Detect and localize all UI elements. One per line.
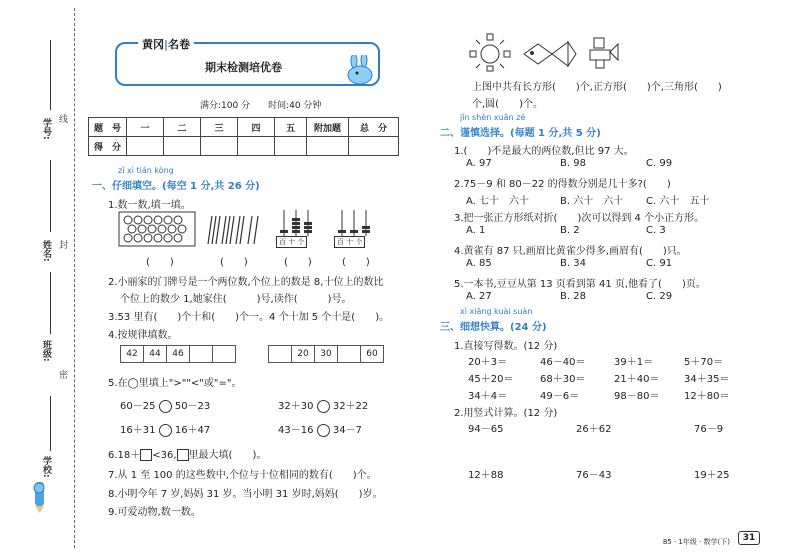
gutter-dashed-line [74, 8, 75, 548]
question-1-8: 8.小明今年 7 岁,妈妈 31 岁。当小明 31 岁时,妈妈( )岁。 [108, 489, 383, 500]
option-b[interactable]: B. 2 [560, 225, 580, 236]
abacus-figure-2 [334, 208, 374, 238]
question-1-6: 6.18＋ <36, 里最大填( )。 [108, 450, 267, 461]
vertical-calc-item[interactable]: 94－65 [468, 424, 504, 435]
student-id-label: 学号: [41, 118, 51, 140]
page-number: 31 [738, 531, 760, 545]
option-a[interactable]: A. 85 [466, 258, 492, 269]
mental-math-item[interactable]: 12＋80＝ [684, 391, 730, 402]
question-3-1: 1.直接写得数。(12 分) [454, 341, 558, 352]
question-1-4: 4.按规律填数。 [108, 330, 178, 341]
section1-pinyin: zǐ xì tián kòng [118, 166, 174, 175]
class-label: 班级: [41, 340, 51, 362]
option-c[interactable]: C. 3 [646, 225, 666, 236]
option-b[interactable]: B. 六十 六十 [560, 196, 624, 207]
rabbit-mascot-icon [340, 55, 376, 85]
table-cell: 得 分 [89, 137, 127, 156]
score-input[interactable] [275, 137, 307, 156]
compare-left: 60－25 [120, 401, 156, 412]
table-cell: 题 号 [89, 118, 127, 137]
section3-pinyin: xì xiǎng kuài suàn [460, 307, 533, 316]
mental-math-item[interactable]: 5＋70＝ [684, 357, 724, 368]
compare-circle[interactable] [317, 400, 330, 413]
question-2-1: 1.( )不是最大的两位数,但比 97 大。 [454, 146, 634, 157]
table-cell: 三 [201, 118, 238, 137]
gutter-seal-mark: 封 [57, 240, 67, 249]
compare-left: 16＋31 [120, 425, 156, 436]
question-1-5: 5.在◯里填上">""<"或"="。 [108, 378, 242, 389]
option-b[interactable]: B. 28 [560, 291, 586, 302]
option-b[interactable]: B. 98 [560, 158, 586, 169]
student-id-field[interactable] [50, 40, 51, 110]
option-a[interactable]: A. 97 [466, 158, 492, 169]
answer-blank[interactable]: ( ) [220, 257, 248, 268]
score-input[interactable] [201, 137, 238, 156]
answer-blank[interactable]: ( ) [284, 257, 312, 268]
compare-row-2a [120, 421, 210, 437]
compare-right: 32＋22 [332, 401, 369, 412]
exam-meta: 满分:100 分 时间:40 分钟 [200, 101, 322, 111]
shapes-question-b: 个,圆( )个。 [472, 99, 543, 110]
table-cell: 二 [164, 118, 201, 137]
class-field[interactable] [50, 272, 51, 334]
vertical-calc-item[interactable]: 76－43 [576, 470, 612, 481]
school-field[interactable] [50, 396, 51, 451]
option-c[interactable]: C. 99 [646, 158, 673, 169]
mental-math-item[interactable]: 21＋40＝ [614, 374, 660, 385]
score-input[interactable] [127, 137, 164, 156]
mental-math-item[interactable]: 20＋3＝ [468, 357, 508, 368]
compare-left: 32＋30 [278, 401, 314, 412]
table-cell: 附加题 [307, 118, 349, 137]
compare-row-2b [278, 421, 362, 437]
question-2-3: 3.把一张正方形纸对折( )次可以得到 4 个小正方形。 [454, 213, 705, 224]
question-1-2a: 2.小丽家的门牌号是一个两位数,个位上的数是 8,十位上的数比 [108, 277, 384, 288]
compare-row-1a [120, 397, 210, 413]
abacus-label-2: 百 十 个 [334, 236, 365, 248]
counting-dots-figure [118, 211, 196, 247]
section1-heading: 一、仔细填空。(每空 1 分,共 26 分) [92, 181, 260, 192]
mental-math-item[interactable]: 49－6＝ [540, 391, 580, 402]
answer-blank[interactable]: ( ) [342, 257, 370, 268]
counting-sticks-figure [204, 214, 264, 246]
compare-circle[interactable] [317, 424, 330, 437]
page-title: 期末检测培优卷 [205, 61, 282, 74]
question-3-2: 2.用竖式计算。(12 分) [454, 408, 558, 419]
footer-label: 85 · 1年级 · 数学(下) [662, 538, 730, 546]
sequence-cell-blank[interactable] [268, 345, 292, 363]
abacus-figure-1 [276, 208, 316, 238]
question-2-2: 2.75－9 和 80－22 的得数分别是几十多?( ) [454, 179, 671, 190]
mental-math-item[interactable]: 98－80＝ [614, 391, 660, 402]
option-a[interactable]: A. 1 [466, 225, 486, 236]
mental-math-item[interactable]: 34＋4＝ [468, 391, 508, 402]
question-2-4: 4.黄雀有 87 只,画眉比黄雀少得多,画眉有( )只。 [454, 246, 687, 257]
mental-math-item[interactable]: 39＋1＝ [614, 357, 654, 368]
section2-pinyin: jǐn shèn xuǎn zé [460, 113, 526, 122]
vertical-calc-item[interactable]: 12＋88 [468, 470, 504, 481]
section2-heading: 二、谨慎选择。(每题 1 分,共 5 分) [440, 128, 601, 139]
option-a[interactable]: A. 27 [466, 291, 492, 302]
sequence-cell-blank[interactable] [189, 345, 213, 363]
shapes-figure [468, 32, 628, 72]
sequence-cell: 60 [360, 345, 384, 363]
answer-blank[interactable]: ( ) [146, 257, 174, 268]
vertical-calc-item[interactable]: 76－9 [694, 424, 724, 435]
sequence-cell: 30 [314, 345, 338, 363]
compare-right: 34－7 [332, 425, 362, 436]
gutter-line-mark: 线 [57, 114, 67, 123]
vertical-calc-item[interactable]: 19＋25 [694, 470, 730, 481]
question-1-1: 1.数一数,填一填。 [108, 200, 191, 211]
sequence-cell-blank[interactable] [337, 345, 361, 363]
vertical-calc-item[interactable]: 26＋62 [576, 424, 612, 435]
table-cell: 总 分 [349, 118, 399, 137]
abacus-label-1: 百 十 个 [276, 236, 307, 248]
sequence-cell: 44 [143, 345, 167, 363]
question-1-2b: 个位上的数少 1,她家住( )号,读作( )号。 [120, 294, 352, 305]
compare-right: 16＋47 [174, 425, 211, 436]
table-cell: 四 [238, 118, 275, 137]
option-c[interactable]: C. 91 [646, 258, 673, 269]
score-input[interactable] [307, 137, 349, 156]
table-row [89, 137, 399, 156]
pencil-mascot-icon [26, 478, 52, 514]
question-1-3: 3.53 里有( )个十和( )个一。4 个十加 5 个十是( )。 [108, 312, 390, 323]
compare-left: 43－16 [278, 425, 314, 436]
question-2-5: 5.一本书,豆豆从第 13 页看到第 41 页,他看了( )页。 [454, 279, 706, 290]
score-input[interactable] [164, 137, 201, 156]
question-1-7: 7.从 1 至 100 的这些数中,个位与十位相同的数有( )个。 [108, 470, 377, 481]
brand-logo: 黄冈|名卷 [138, 36, 194, 52]
shapes-question-a: 上图中共有长方形( )个,正方形( )个,三角形( ) [472, 82, 722, 93]
score-table [88, 117, 399, 156]
score-input[interactable] [349, 137, 399, 156]
sequence-cell-blank[interactable] [212, 345, 236, 363]
name-field[interactable] [50, 160, 51, 232]
table-cell: 一 [127, 118, 164, 137]
name-label: 姓名: [41, 240, 51, 262]
mental-math-item[interactable]: 45＋20＝ [468, 374, 514, 385]
answer-square[interactable] [177, 449, 189, 461]
table-row [89, 118, 399, 137]
option-b[interactable]: B. 34 [560, 258, 586, 269]
school-label: 学校: [41, 456, 51, 478]
sequence-cell: 42 [120, 345, 144, 363]
compare-right: 50－23 [174, 401, 211, 412]
section3-heading: 三、细想快算。(24 分) [440, 322, 547, 333]
answer-square[interactable] [140, 449, 152, 461]
compare-row-1b [278, 397, 368, 413]
mental-math-item[interactable]: 68＋30＝ [540, 374, 586, 385]
compare-circle[interactable] [159, 424, 172, 437]
option-a[interactable]: A. 七十 六十 [466, 196, 530, 207]
option-c[interactable]: C. 29 [646, 291, 673, 302]
table-cell: 五 [275, 118, 307, 137]
option-c[interactable]: C. 六十 五十 [646, 196, 710, 207]
gutter-mi-mark: 密 [57, 370, 67, 379]
score-input[interactable] [238, 137, 275, 156]
compare-circle[interactable] [159, 400, 172, 413]
mental-math-item[interactable]: 46－40＝ [540, 357, 586, 368]
mental-math-item[interactable]: 34＋35＝ [684, 374, 730, 385]
question-1-9: 9.可爱动物,数一数。 [108, 507, 201, 518]
sequence-cell: 20 [291, 345, 315, 363]
sequence-cell: 46 [166, 345, 190, 363]
